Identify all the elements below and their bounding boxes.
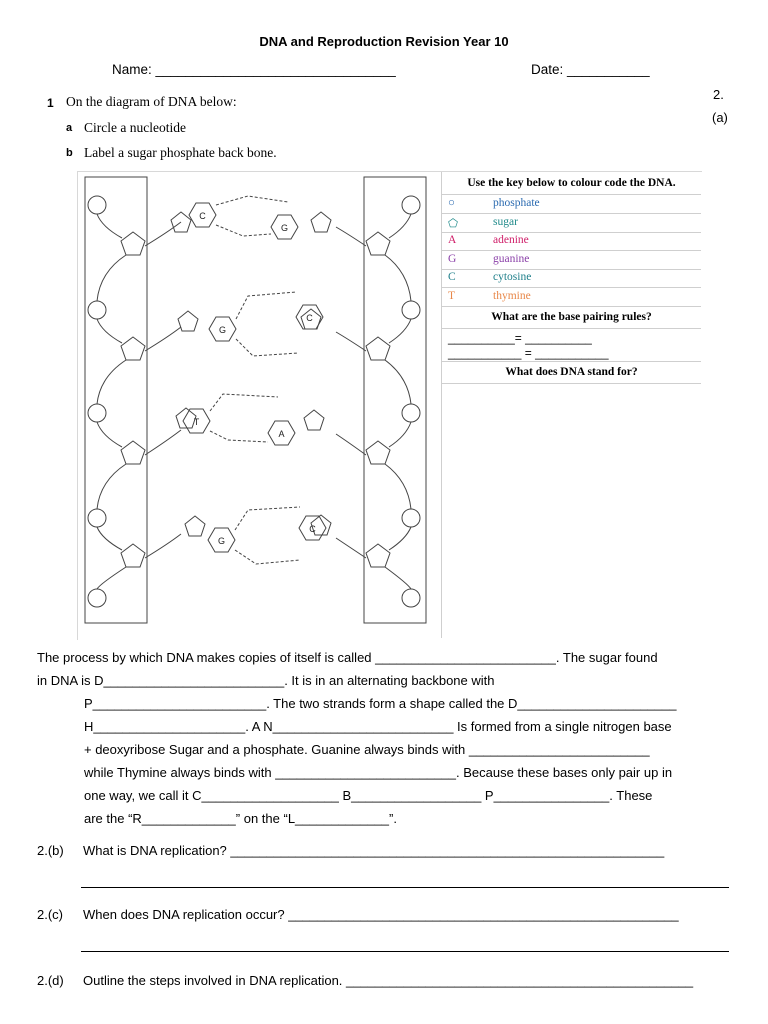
key-label: adenine xyxy=(493,234,529,246)
key-row-adenine xyxy=(442,232,701,251)
cloze-line[interactable]: P________________________. The two strands form a shape called the D______________________ xyxy=(84,696,677,711)
cloze-line[interactable]: + deoxyribose Sugar and a phosphate. Guanine always binds with _________________________ xyxy=(84,742,650,757)
colour-key-panel xyxy=(441,172,701,638)
question-2c-text[interactable]: When does DNA replication occur? ______________________________________________________ xyxy=(83,907,679,922)
key-label: phosphate xyxy=(493,197,540,209)
phosphate-icon[interactable] xyxy=(88,589,106,607)
base-label: G xyxy=(280,223,289,233)
cloze-line[interactable]: are the “R_____________” on the “L_____________”. xyxy=(84,811,397,826)
sugar-icon[interactable] xyxy=(185,516,205,536)
question-2d-number: 2.(d) xyxy=(37,973,64,988)
base-label: G xyxy=(218,325,227,335)
question-2-number: 2. xyxy=(713,87,724,102)
sugar-icon[interactable] xyxy=(311,212,331,232)
phosphate-icon[interactable] xyxy=(88,404,106,422)
base-label: C xyxy=(199,211,206,221)
pairing-answers-row xyxy=(442,329,701,362)
key-symbol: ○ xyxy=(448,197,455,209)
key-row-thymine xyxy=(442,288,701,307)
base-label: C xyxy=(306,313,313,323)
phosphate-icon[interactable] xyxy=(88,196,106,214)
key-row-guanine xyxy=(442,251,701,270)
question-2a-label: (a) xyxy=(712,110,728,125)
key-row-sugar xyxy=(442,214,701,233)
answer-line[interactable] xyxy=(81,887,729,888)
question-1-text: On the diagram of DNA below: xyxy=(66,94,237,109)
key-label: guanine xyxy=(493,252,530,265)
key-row-cytosine xyxy=(442,269,701,288)
cloze-line[interactable]: while Thymine always binds with _________________________. Because these bases only pair up in xyxy=(84,765,673,780)
question-1a-text: Circle a nucleotide xyxy=(84,120,186,135)
cloze-line[interactable]: in DNA is D_________________________. It is in an alternating backbone with xyxy=(37,673,495,688)
question-2b-text[interactable]: What is DNA replication? ____________________________________________________________ xyxy=(83,843,665,858)
sugar-base-bond xyxy=(145,534,366,558)
page-title: DNA and Reproduction Revision Year 10 xyxy=(259,34,509,49)
name-field[interactable]: Name: ________________________________ xyxy=(112,62,396,77)
phosphate-icon[interactable] xyxy=(402,509,420,527)
question-1b-letter: b xyxy=(66,147,73,159)
cloze-line[interactable]: one way, we call it C___________________ B__________________ P________________. These xyxy=(84,788,653,803)
sugar-icon[interactable] xyxy=(366,232,390,255)
backbone-bond xyxy=(385,214,411,589)
pairing-answer-2[interactable]: ___________ = ___________ xyxy=(448,346,609,360)
sugar-base-bond xyxy=(145,430,366,455)
key-symbol: G xyxy=(448,252,457,265)
sugar-icon[interactable] xyxy=(121,544,145,567)
dna-diagram[interactable] xyxy=(78,172,441,638)
key-symbol: A xyxy=(448,234,457,246)
right-backbone-box xyxy=(364,177,426,623)
pairing-answer-1[interactable]: __________= __________ xyxy=(448,331,592,345)
sugar-icon[interactable] xyxy=(121,441,145,464)
cloze-line[interactable]: The process by which DNA makes copies of itself is called _________________________. The sugar found xyxy=(37,650,658,665)
hydrogen-bond xyxy=(236,292,298,356)
phosphate-icon[interactable] xyxy=(402,196,420,214)
sugar-icon[interactable] xyxy=(366,337,390,360)
sugar-icon[interactable] xyxy=(366,544,390,567)
phosphate-icon[interactable] xyxy=(402,404,420,422)
question-2c-number: 2.(c) xyxy=(37,907,63,922)
sugar-icon[interactable] xyxy=(121,337,145,360)
date-field[interactable]: Date: ___________ xyxy=(531,62,650,77)
key-symbol: C xyxy=(448,271,456,283)
question-1a-letter: a xyxy=(66,122,73,134)
sugar-icon[interactable] xyxy=(178,311,198,331)
question-2b-number: 2.(b) xyxy=(37,843,64,858)
pairing-question-row xyxy=(442,307,701,329)
key-heading: Use the key below to colour code the DNA. xyxy=(467,177,676,189)
sugar-base-bond xyxy=(145,222,366,246)
key-symbol: ⬠ xyxy=(448,217,458,230)
phosphate-icon[interactable] xyxy=(88,301,106,319)
base-label: A xyxy=(278,429,285,439)
cloze-line[interactable]: H_____________________. A N_________________________ Is formed from a single nitrogen base xyxy=(84,719,672,734)
question-1b-text: Label a sugar phosphate back bone. xyxy=(84,145,277,160)
key-label: cytosine xyxy=(493,271,532,283)
base-label: C xyxy=(309,524,316,534)
hydrogen-bond xyxy=(235,507,300,564)
key-row-phosphate xyxy=(442,195,701,214)
left-backbone-box xyxy=(85,177,147,623)
pairing-question: What are the base pairing rules? xyxy=(491,311,652,323)
stand-for-question: What does DNA stand for? xyxy=(505,366,638,378)
key-symbol: T xyxy=(448,289,456,302)
base-label: G xyxy=(217,536,226,546)
question-2d-text[interactable]: Outline the steps involved in DNA replication. ________________________________________________ xyxy=(83,973,694,988)
hydrogen-bond xyxy=(210,394,278,442)
phosphate-icon[interactable] xyxy=(88,509,106,527)
phosphate-icon[interactable] xyxy=(402,589,420,607)
answer-line[interactable] xyxy=(81,951,729,952)
backbone-bond xyxy=(97,214,126,589)
key-heading-row xyxy=(442,172,701,195)
sugar-icon[interactable] xyxy=(366,441,390,464)
sugar-icon[interactable] xyxy=(304,410,324,430)
base-label: T xyxy=(193,417,200,427)
sugar-icon[interactable] xyxy=(121,232,145,255)
phosphate-icon[interactable] xyxy=(402,301,420,319)
stand-for-row xyxy=(442,362,701,384)
sugar-base-bond xyxy=(145,327,366,351)
key-label: thymine xyxy=(493,289,531,302)
question-1-number: 1 xyxy=(47,96,54,110)
key-label: sugar xyxy=(493,215,518,228)
